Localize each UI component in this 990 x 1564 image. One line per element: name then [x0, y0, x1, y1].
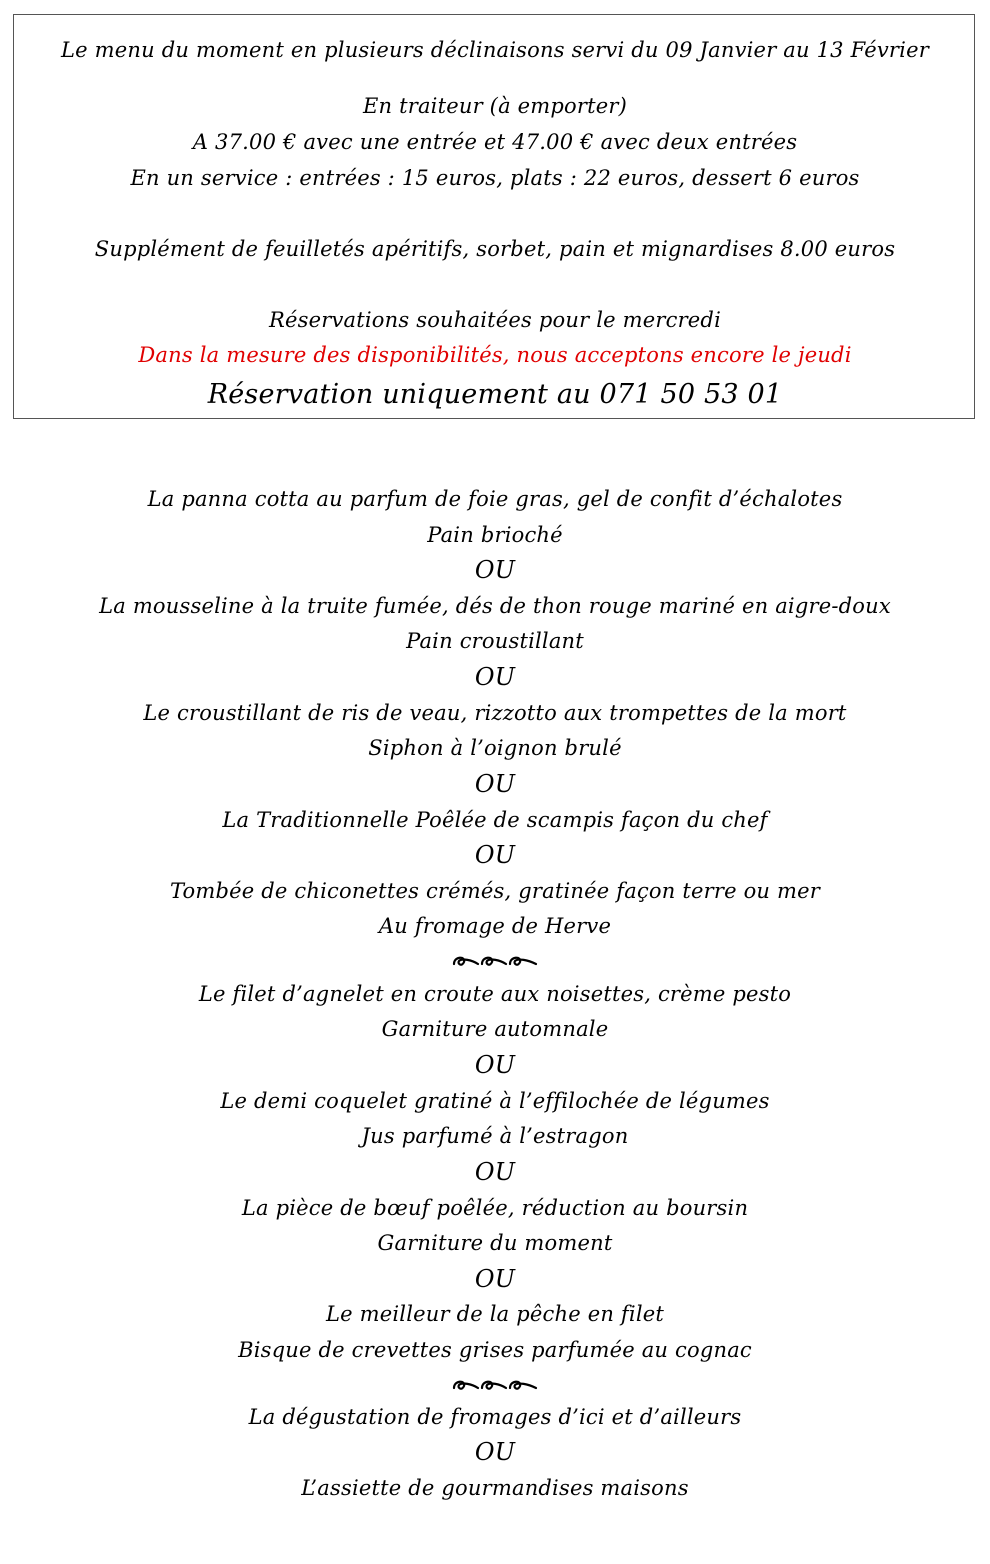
or-separator: OU [474, 841, 516, 869]
starter-4-line-1: La Traditionnelle Poêlée de scampis façon du chef [222, 808, 768, 832]
main-4-line-2: Bisque de crevettes grises parfumée au cognac [238, 1338, 752, 1362]
info-box [13, 14, 975, 419]
starter-3-line-2: Siphon à l’oignon brulé [368, 736, 622, 760]
or-separator: OU [474, 556, 516, 584]
main-1-line-1: Le filet d’agnelet en croute aux noisettes, crème pesto [198, 982, 792, 1006]
takeaway-prices: A 37.00 € avec une entrée et 47.00 € avec deux entrées [192, 130, 798, 154]
dessert-2-line-1: L’assiette de gourmandises maisons [301, 1476, 689, 1500]
availability-note: Dans la mesure des disponibilités, nous acceptons encore le jeudi [138, 343, 852, 367]
main-2-line-1: Le demi coquelet gratiné à l’effilochée de légumes [220, 1089, 770, 1113]
reservation-phone: Réservation uniquement au 071 50 53 01 [207, 379, 783, 410]
main-2-line-2: Jus parfumé à l’estragon [361, 1124, 629, 1148]
or-separator: OU [474, 1265, 516, 1293]
reservation-note: Réservations souhaitées pour le mercredi [268, 308, 721, 332]
menu-period-text: Le menu du moment en plusieurs déclinaisons servi du 09 Janvier au 13 Février [61, 38, 929, 62]
main-1-line-2: Garniture automnale [381, 1017, 609, 1041]
starter-3-line-1: Le croustillant de ris de veau, rizzotto aux trompettes de la mort [143, 701, 847, 725]
main-3-line-2: Garniture du moment [377, 1231, 613, 1255]
starter-5-line-1: Tombée de chiconettes crémés, gratinée façon terre ou mer [169, 879, 821, 903]
starter-5-line-2: Au fromage de Herve [378, 914, 612, 938]
or-separator: OU [474, 1438, 516, 1466]
supplement-text: Supplément de feuilletés apéritifs, sorbet, pain et mignardises 8.00 euros [94, 237, 896, 261]
starter-1-line-2: Pain brioché [427, 523, 563, 547]
service-prices: En un service : entrées : 15 euros, plats : 22 euros, dessert 6 euros [130, 166, 860, 190]
swirl-ornament-icon [450, 1376, 540, 1394]
takeaway-title: En traiteur (à emporter) [362, 94, 628, 118]
dessert-1-line-1: La dégustation de fromages d’ici et d’ailleurs [248, 1405, 742, 1429]
starter-1-line-1: La panna cotta au parfum de foie gras, gel de confit d’échalotes [147, 487, 843, 511]
swirl-ornament-icon [450, 952, 540, 970]
or-separator: OU [474, 663, 516, 691]
or-separator: OU [474, 1158, 516, 1186]
starter-2-line-2: Pain croustillant [406, 629, 584, 653]
or-separator: OU [474, 770, 516, 798]
main-4-line-1: Le meilleur de la pêche en filet [325, 1302, 665, 1326]
swirl-ornament-icon [0, 952, 990, 972]
starter-2-line-1: La mousseline à la truite fumée, dés de thon rouge mariné en aigre-doux [99, 594, 891, 618]
main-3-line-1: La pièce de bœuf poêlée, réduction au boursin [241, 1196, 749, 1220]
or-separator: OU [474, 1051, 516, 1079]
swirl-ornament-icon [0, 1376, 990, 1396]
